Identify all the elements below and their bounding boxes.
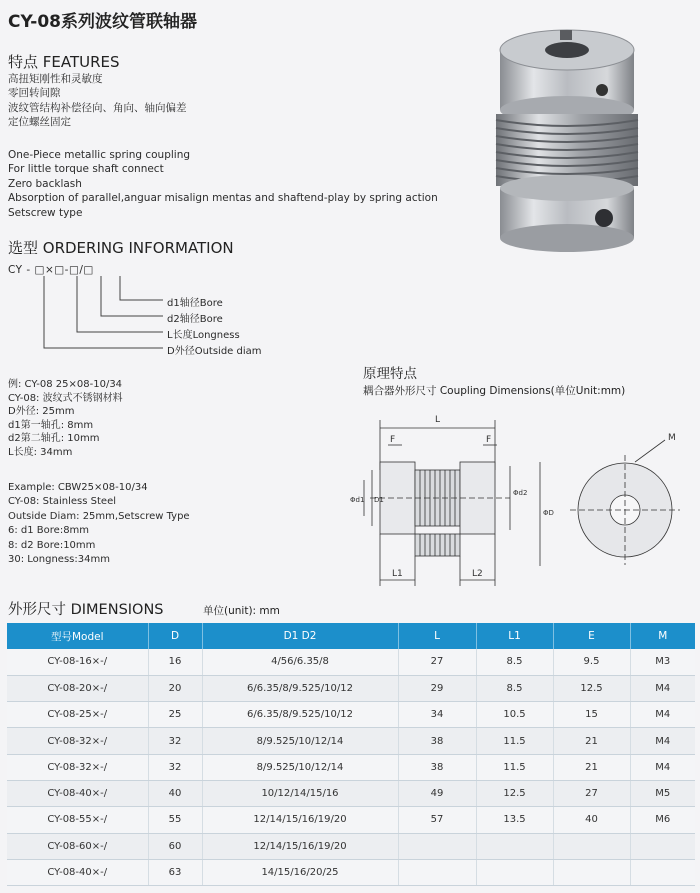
cell-e: 21 bbox=[553, 754, 630, 780]
dim-label-l: L bbox=[435, 415, 441, 425]
example-cn-line: CY-08: 波纹式不锈钢材料 bbox=[8, 392, 123, 404]
principle-subtitle: 耦合器外形尺寸 Coupling Dimensions(单位Unit:mm) bbox=[363, 385, 626, 397]
cell-e: 12.5 bbox=[553, 675, 630, 701]
cell-m: M4 bbox=[630, 702, 695, 728]
feature-cn-line: 零回转间隙 bbox=[8, 87, 61, 100]
ordering-heading: 选型 ORDERING INFORMATION bbox=[8, 239, 234, 257]
cell-l1 bbox=[476, 833, 553, 859]
column-header-l: L bbox=[398, 623, 476, 649]
principle-title: 原理特点 bbox=[363, 366, 417, 382]
cell-l: 49 bbox=[398, 780, 476, 806]
cell-model: CY-08-25×-/ bbox=[7, 702, 148, 728]
cell-e: 40 bbox=[553, 807, 630, 833]
table-row bbox=[7, 780, 695, 806]
cell-d: 25 bbox=[148, 702, 202, 728]
cell-d1-d2: 6/6.35/8/9.525/10/12 bbox=[202, 675, 398, 701]
cell-model: CY-08-40×-/ bbox=[7, 859, 148, 885]
table-row bbox=[7, 702, 695, 728]
feature-cn-line: 定位螺丝固定 bbox=[8, 116, 71, 129]
cell-m bbox=[630, 833, 695, 859]
cell-l: 38 bbox=[398, 754, 476, 780]
dim-label-l2: L2 bbox=[472, 569, 483, 579]
ordering-code: CY - □×□-□/□ bbox=[8, 264, 94, 276]
cell-d1-d2: 8/9.525/10/12/14 bbox=[202, 728, 398, 754]
column-header-d1-d2: D1 D2 bbox=[202, 623, 398, 649]
feature-en-line: Absorption of parallel,anguar misalign mentas and shaftend-play by spring action bbox=[8, 192, 438, 205]
cell-l1: 10.5 bbox=[476, 702, 553, 728]
cell-l bbox=[398, 833, 476, 859]
dim-label-f-left: F bbox=[390, 435, 396, 445]
cell-e: 15 bbox=[553, 702, 630, 728]
cell-l1: 8.5 bbox=[476, 649, 553, 675]
cell-l1 bbox=[476, 859, 553, 885]
table-row bbox=[7, 675, 695, 701]
cell-d1-d2: 8/9.525/10/12/14 bbox=[202, 754, 398, 780]
cell-d: 60 bbox=[148, 833, 202, 859]
example-en-line: CY-08: Stainless Steel bbox=[8, 496, 117, 508]
cell-l: 29 bbox=[398, 675, 476, 701]
dim-label-d: ΦD bbox=[543, 509, 554, 517]
features-heading: 特点 FEATURES bbox=[8, 53, 120, 71]
cell-m bbox=[630, 859, 695, 885]
features-en-list bbox=[8, 148, 438, 220]
dim-label-d1: D1 bbox=[374, 496, 384, 504]
dim-label-f-right: F bbox=[486, 435, 492, 445]
ordering-label-l: L长度Longness bbox=[167, 330, 240, 341]
cell-m: M6 bbox=[630, 807, 695, 833]
cell-d1-d2: 14/15/16/20/25 bbox=[202, 859, 398, 885]
page-title: CY-08系列波纹管联轴器 bbox=[8, 12, 198, 32]
cell-e bbox=[553, 833, 630, 859]
feature-cn-line: 波纹管结构补偿径向、角向、轴向偏差 bbox=[8, 101, 187, 114]
dim-label-d1-bore: Φd1 bbox=[350, 496, 365, 504]
ordering-label-d1: d1轴径Bore bbox=[167, 298, 223, 309]
cell-d: 32 bbox=[148, 728, 202, 754]
cell-l: 57 bbox=[398, 807, 476, 833]
cell-model: CY-08-40×-/ bbox=[7, 780, 148, 806]
cell-d: 20 bbox=[148, 675, 202, 701]
table-row bbox=[7, 754, 695, 780]
cell-l1: 8.5 bbox=[476, 675, 553, 701]
example-en-line: Outside Diam: 25mm,Setscrew Type bbox=[8, 510, 190, 522]
example-cn-line: d2第二轴孔: 10mm bbox=[8, 433, 100, 445]
cell-d1-d2: 12/14/15/16/19/20 bbox=[202, 807, 398, 833]
cell-model: CY-08-60×-/ bbox=[7, 833, 148, 859]
dim-label-m: M bbox=[668, 433, 676, 443]
cell-m: M4 bbox=[630, 754, 695, 780]
dim-label-l1: L1 bbox=[392, 569, 403, 579]
ordering-label-d2: d2轴径Bore bbox=[167, 314, 223, 325]
example-cn-line: L长度: 34mm bbox=[8, 446, 73, 458]
cell-m: M4 bbox=[630, 728, 695, 754]
feature-en-line: Zero backlash bbox=[8, 177, 82, 190]
feature-en-line: One-Piece metallic spring coupling bbox=[8, 149, 191, 161]
table-row bbox=[7, 728, 695, 754]
cell-model: CY-08-55×-/ bbox=[7, 807, 148, 833]
cell-e: 9.5 bbox=[553, 649, 630, 675]
example-en-line: 6: d1 Bore:8mm bbox=[8, 525, 90, 537]
feature-en-line: For little torque shaft connect bbox=[8, 163, 164, 176]
cell-e: 21 bbox=[553, 728, 630, 754]
table-row bbox=[7, 807, 695, 833]
dimensions-table bbox=[7, 623, 695, 886]
cell-m: M4 bbox=[630, 675, 695, 701]
column-header-m: M bbox=[630, 623, 695, 649]
cell-l1: 12.5 bbox=[476, 780, 553, 806]
feature-en-line: Setscrew type bbox=[8, 206, 83, 219]
cell-model: CY-08-16×-/ bbox=[7, 649, 148, 675]
cell-model: CY-08-32×-/ bbox=[7, 728, 148, 754]
example-en-block bbox=[8, 481, 190, 567]
cell-d1-d2: 6/6.35/8/9.525/10/12 bbox=[202, 702, 398, 728]
features-cn-list bbox=[8, 72, 187, 130]
cell-d: 16 bbox=[148, 649, 202, 675]
column-header-e: E bbox=[553, 623, 630, 649]
column-header-d: D bbox=[148, 623, 202, 649]
example-cn-line: 例: CY-08 25×08-10/34 bbox=[8, 379, 123, 390]
cell-m: M5 bbox=[630, 780, 695, 806]
example-en-line: Example: CBW25×08-10/34 bbox=[8, 482, 148, 493]
column-header-l1: L1 bbox=[476, 623, 553, 649]
cell-e: 27 bbox=[553, 780, 630, 806]
cell-d1-d2: 4/56/6.35/8 bbox=[202, 649, 398, 675]
example-cn-block bbox=[8, 378, 123, 460]
cell-l: 38 bbox=[398, 728, 476, 754]
cell-d: 32 bbox=[148, 754, 202, 780]
cell-l: 34 bbox=[398, 702, 476, 728]
cell-l bbox=[398, 859, 476, 885]
cell-d: 40 bbox=[148, 780, 202, 806]
cell-model: CY-08-32×-/ bbox=[7, 754, 148, 780]
table-header-row bbox=[7, 623, 695, 649]
cell-model: CY-08-20×-/ bbox=[7, 675, 148, 701]
example-cn-line: D外径: 25mm bbox=[8, 406, 75, 418]
ordering-leader-lines bbox=[8, 264, 168, 354]
example-en-line: 30: Longness:34mm bbox=[8, 554, 110, 566]
cell-m: M3 bbox=[630, 649, 695, 675]
feature-cn-line: 高扭矩刚性和灵敏度 bbox=[8, 73, 103, 85]
dimensions-heading: 外形尺寸 DIMENSIONS bbox=[8, 602, 164, 618]
example-en-line: 8: d2 Bore:10mm bbox=[8, 539, 96, 551]
cell-l1: 11.5 bbox=[476, 754, 553, 780]
table-row bbox=[7, 859, 695, 885]
cell-d1-d2: 12/14/15/16/19/20 bbox=[202, 833, 398, 859]
coupling-dimension-drawing bbox=[350, 400, 695, 600]
cell-l1: 13.5 bbox=[476, 807, 553, 833]
cell-e bbox=[553, 859, 630, 885]
coupling-product-photo bbox=[482, 28, 652, 253]
table-row bbox=[7, 649, 695, 675]
cell-l1: 11.5 bbox=[476, 728, 553, 754]
ordering-diagram bbox=[8, 264, 308, 357]
table-row bbox=[7, 833, 695, 859]
cell-d1-d2: 10/12/14/15/16 bbox=[202, 780, 398, 806]
example-cn-line: d1第一轴孔: 8mm bbox=[8, 419, 94, 431]
cell-l: 27 bbox=[398, 649, 476, 675]
cell-d: 63 bbox=[148, 859, 202, 885]
column-header-model: 型号Model bbox=[7, 623, 148, 649]
ordering-label-d: D外径Outside diam bbox=[167, 346, 262, 357]
dim-label-d2: Φd2 bbox=[513, 489, 528, 497]
dimensions-unit: 单位(unit): mm bbox=[203, 605, 280, 617]
cell-d: 55 bbox=[148, 807, 202, 833]
